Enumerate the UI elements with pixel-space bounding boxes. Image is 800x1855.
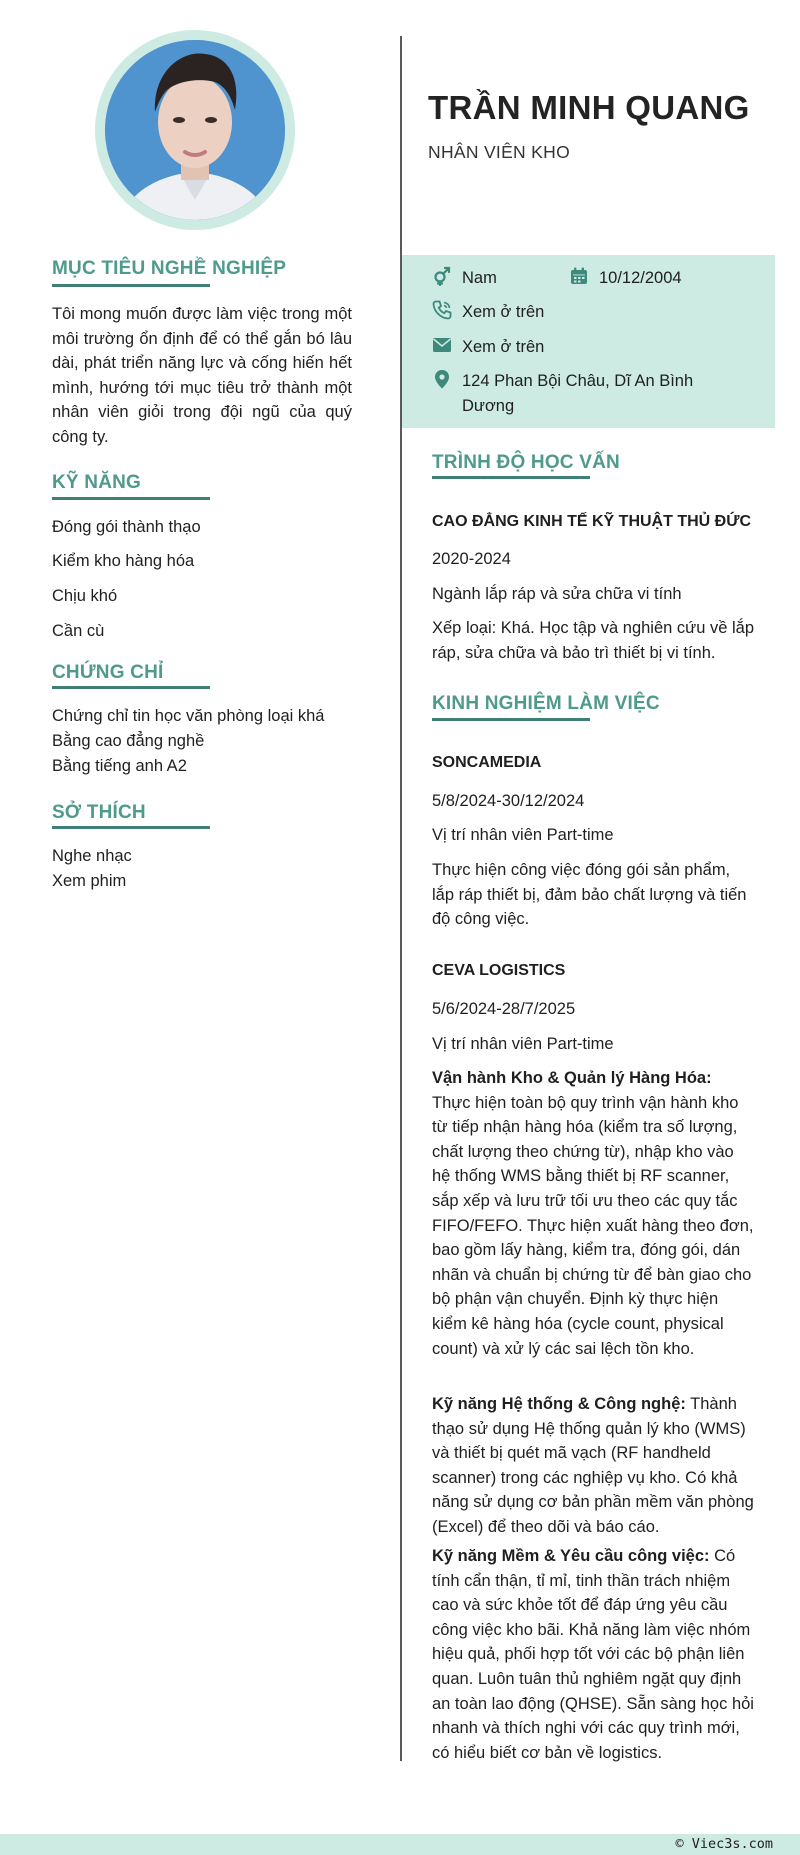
candidate-name: TRẦN MINH QUANG xyxy=(428,89,750,126)
skill-item: Đóng gói thành thạo xyxy=(52,518,201,536)
job-detail-text: Thành thạo sử dụng Hệ thống quản lý kho (WMS) và thiết bị quét mã vạch (RF handheld scanner) trong các nghiệp vụ kho. Có khả năng sử dụng cơ bản phần mềm văn phòng (Excel) để theo dõi và báo cáo. xyxy=(432,1395,754,1536)
certificate-item: Bằng tiếng anh A2 xyxy=(52,757,187,775)
job-detail-text: Có tính cẩn thận, tỉ mỉ, tinh thần trách nhiệm cao và sức khỏe tốt để đáp ứng yêu cầu công việc kho bãi. Khả năng làm việc nhóm hiệu quả, phối hợp tốt với các bộ phận liên quan. Luôn tuân thủ nghiêm ngặt quy định an toàn lao động (QHSE). Sẵn sàng học hỏi nhanh và thích nghi với các quy trình mới, có hiểu biết cơ bản về logistics. xyxy=(432,1547,754,1762)
job-detail-heading: Kỹ năng Mềm & Yêu cầu công việc: xyxy=(432,1547,710,1565)
job-position: Vị trí nhân viên Part-time xyxy=(432,826,614,844)
email-icon xyxy=(432,335,452,355)
hobby-item: Xem phim xyxy=(52,872,127,890)
job-detail-systems xyxy=(432,1392,754,1540)
hobbies-title: SỞ THÍCH xyxy=(52,802,146,823)
objective-text: Tôi mong muốn được làm việc trong một môi trường ổn định để có thể gắn bó lâu dài, phát triển năng lực và cống hiến hết mình, hướng tới mục tiêu trở thành một nhân viên giỏi trong đội ngũ của quý công ty. xyxy=(52,305,352,446)
skill-item: Cần cù xyxy=(52,622,105,640)
skill-item: Kiểm kho hàng hóa xyxy=(52,552,195,570)
education-major: Ngành lắp ráp và sửa chữa vi tính xyxy=(432,585,682,603)
birthday-value: 10/12/2004 xyxy=(599,269,682,287)
certificates-title: CHỨNG CHỈ xyxy=(52,662,164,683)
skill-item: Chịu khó xyxy=(52,587,118,605)
gender-icon xyxy=(432,266,452,286)
job-detail-heading: Vận hành Kho & Quản lý Hàng Hóa: xyxy=(432,1069,712,1087)
education-grade: Xếp loại: Khá. Học tập và nghiên cứu về lắp ráp, sửa chữa và bảo trì thiết bị vi tính. xyxy=(432,619,754,662)
objective-title: MỤC TIÊU NGHỀ NGHIỆP xyxy=(52,258,287,279)
job-period: 5/6/2024-28/7/2025 xyxy=(432,1000,576,1018)
objective-underline xyxy=(52,284,210,287)
experience-title: KINH NGHIỆM LÀM VIỆC xyxy=(432,693,660,714)
hobby-item: Nghe nhạc xyxy=(52,847,132,865)
address-line-2: Dương xyxy=(462,397,515,415)
education-school: CAO ĐẲNG KINH TẾ KỸ THUẬT THỦ ĐỨC xyxy=(432,513,752,530)
gender-value: Nam xyxy=(462,269,497,287)
calendar-icon xyxy=(569,266,589,286)
job-period: 5/8/2024-30/12/2024 xyxy=(432,792,585,810)
experience-underline xyxy=(432,718,590,721)
location-icon xyxy=(432,369,452,389)
job-detail-heading: Kỹ năng Hệ thống & Công nghệ: xyxy=(432,1395,686,1413)
education-underline xyxy=(432,476,590,479)
hobbies-underline xyxy=(52,826,210,829)
education-title: TRÌNH ĐỘ HỌC VẤN xyxy=(432,452,620,473)
phone-value: Xem ở trên xyxy=(462,303,545,321)
certificate-item: Chứng chỉ tin học văn phòng loại khá xyxy=(52,707,325,725)
job-company: CEVA LOGISTICS xyxy=(432,962,566,979)
job-detail-soft-skills xyxy=(432,1544,754,1765)
job-detail-text: Thực hiện toàn bộ quy trình vận hành kho từ tiếp nhận hàng hóa (kiểm tra số lượng, chất lượng theo chứng từ), nhập kho vào hệ thống WMS bằng thiết bị RF scanner, sắp xếp và lưu trữ tối ưu theo các quy tắc FIFO/FEFO. Thực hiện xuất hàng theo đơn, bao gồm lấy hàng, kiểm tra, đóng gói, dán nhãn và chuẩn bị chứng từ để bàn giao cho bộ phận vận chuyển. Định kỳ thực hiện kiểm kê hàng hóa (cycle count, physical count) và xử lý các sai lệch tồn kho. xyxy=(432,1093,754,1358)
certificates-underline xyxy=(52,686,210,689)
skills-underline xyxy=(52,497,210,500)
avatar xyxy=(105,40,285,220)
job-title: NHÂN VIÊN KHO xyxy=(428,142,570,162)
job-company: SONCAMEDIA xyxy=(432,754,542,771)
job-position: Vị trí nhân viên Part-time xyxy=(432,1035,614,1053)
certificate-item: Bằng cao đẳng nghề xyxy=(52,732,205,750)
skills-title: KỸ NĂNG xyxy=(52,472,142,493)
footer-bar xyxy=(0,1834,800,1855)
education-period: 2020-2024 xyxy=(432,550,511,568)
phone-icon xyxy=(432,300,452,320)
address-line-1: 124 Phan Bội Châu, Dĩ An Bình xyxy=(462,372,694,390)
footer-copyright: © Viec3s.com xyxy=(675,1836,773,1852)
job-detail-warehouse xyxy=(432,1066,754,1361)
job-description: Thực hiện công việc đóng gói sản phẩm, lắp ráp thiết bị, đảm bảo chất lượng và tiến độ công việc. xyxy=(432,861,747,929)
email-value: Xem ở trên xyxy=(462,338,545,356)
